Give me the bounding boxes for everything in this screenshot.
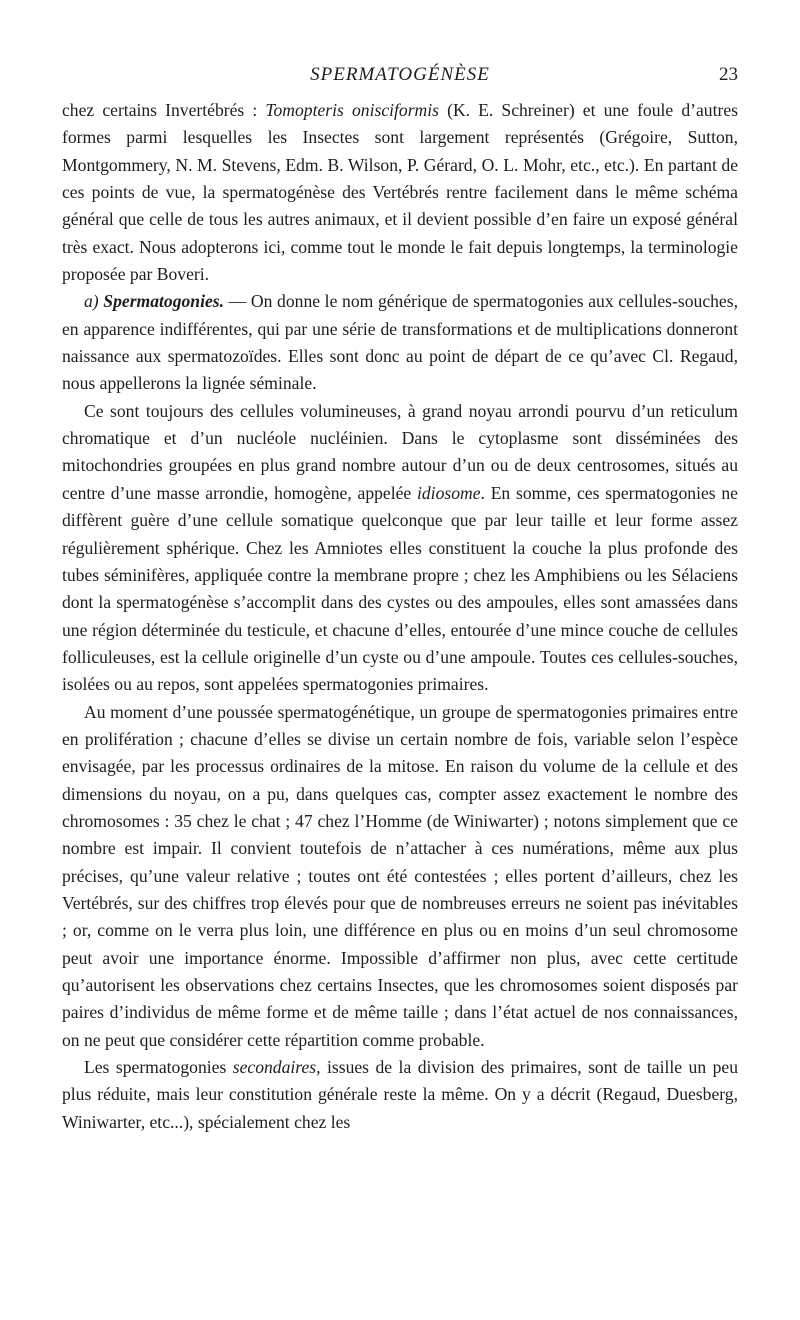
term-secondaires: secondaires [232, 1057, 317, 1078]
section-heading: Spermatogonies. [103, 291, 225, 312]
body-text [62, 97, 738, 1136]
running-head [0, 60, 800, 90]
paragraph-3 [62, 398, 738, 699]
paragraph-5 [62, 1054, 738, 1136]
paragraph-text: chez certains Invertébrés : [62, 100, 266, 120]
paragraph-text: (K. E. Schreiner) et une foule d’autres formes parmi lesquelles les Insectes sont largement représentés (Grégoire, Sutton, Montgommery, N. M. Stevens, Edm. B. Wilson, P. Gérard, O. L. Mohr, etc., etc.). En partant de ces points de vue, la spermatogénèse des Vertébrés rentre facilement dans le même schéma général que celle de tous les autres animaux, et il devient possible d’en faire un exposé général très exact. Nous adopterons ici, comme tout le monde le fait depuis longtemps, la terminologie proposée par Boveri. [62, 100, 738, 285]
section-marker: a) [84, 291, 99, 312]
running-title: SPERMATOGÉNÈSE [310, 64, 490, 85]
paragraph-text: . En somme, ces spermatogonies ne diffèrent guère d’une cellule somatique quelconque que par leur taille et leur forme assez régulièrement sphérique. Chez les Amniotes elles constituent la couche la plus profonde des tubes séminifères, appliquée contre la membrane propre ; chez les Amphibiens ou les Sélaciens dont la spermatogénèse s’accomplit dans des cystes ou des ampoules, elles sont amassées dans une région déterminée du testicule, et chacune d’elles, entourée d’une mince couche de cellules folliculeuses, est la cellule originelle d’un cyste ou d’une ampoule. Toutes ces cellules-souches, isolées ou au repos, sont appelées spermatogonies primaires. [62, 482, 738, 695]
paragraph-1 [62, 97, 738, 288]
paragraph-text: Au moment d’une poussée spermatogénétique, un groupe de spermatogonies primaires entre en prolifération ; chacune d’elles se divise un certain nombre de fois, variable selon l’espèce envisagée, par les processus ordinaires de la mitose. En raison du volume de la cellule et des dimensions du noyau, on a pu, dans quelques cas, compter assez exactement le nombre des chromosomes : 35 chez le chat ; 47 chez l’Homme (de Winiwarter) ; notons simplement que ce nombre est impair. Il convient toutefois de n’attacher à ces numérations, même aux plus précises, qu’une valeur relative ; toutes ont été contestées ; elles portent d’ailleurs, chez les Vertébrés, sur des chiffres trop élevés pour que de nombreuses erreurs ne soient pas inévitables ; or, comme on le verra plus loin, une différence en plus ou en moins d’un seul chromosome peut avoir une importance énorme. Impossible d’affirmer non plus, avec cette certitude qu’autorisent les observations chez certains Insectes, que les chromosomes soient disposés par paires d’individus de même forme et de même taille ; dans l’état actuel de nos connaissances, on ne peut que considérer cette répartition comme probable. [62, 701, 738, 1050]
species-name: Tomopteris onisciformis [265, 100, 439, 120]
paragraph-2 [62, 288, 738, 397]
paragraph-text: , issues de la division des primaires, sont de taille un peu plus réduite, mais leur constitution générale reste la même. On y a décrit (Regaud, Duesberg, Winiwarter, etc...), spécialement chez les [62, 1057, 738, 1132]
paragraph-text: — On donne le nom générique de spermatogonies aux cellules-souches, en apparence indifférentes, qui par une série de transformations et de multiplications donneront naissance aux spermatozoïdes. Elles sont donc au point de départ de ce qu’avec Cl. Regaud, nous appellerons la lignée séminale. [62, 291, 738, 394]
paragraph-text: Ce sont toujours des cellules volumineuses, à grand noyau arrondi pourvu d’un reticulum chromatique et d’un nucléole nucléinien. Dans le cytoplasme sont disséminées des mitochondries groupées en plus grand nombre autour d’un ou de deux centrosomes, situés au centre d’une masse arrondie, homogène, appelée [62, 400, 738, 503]
paragraph-4 [62, 699, 738, 1054]
page-number: 23 [719, 64, 738, 85]
paragraph-text: Les spermatogonies [84, 1057, 233, 1078]
term-idiosome: idiosome [417, 482, 481, 503]
